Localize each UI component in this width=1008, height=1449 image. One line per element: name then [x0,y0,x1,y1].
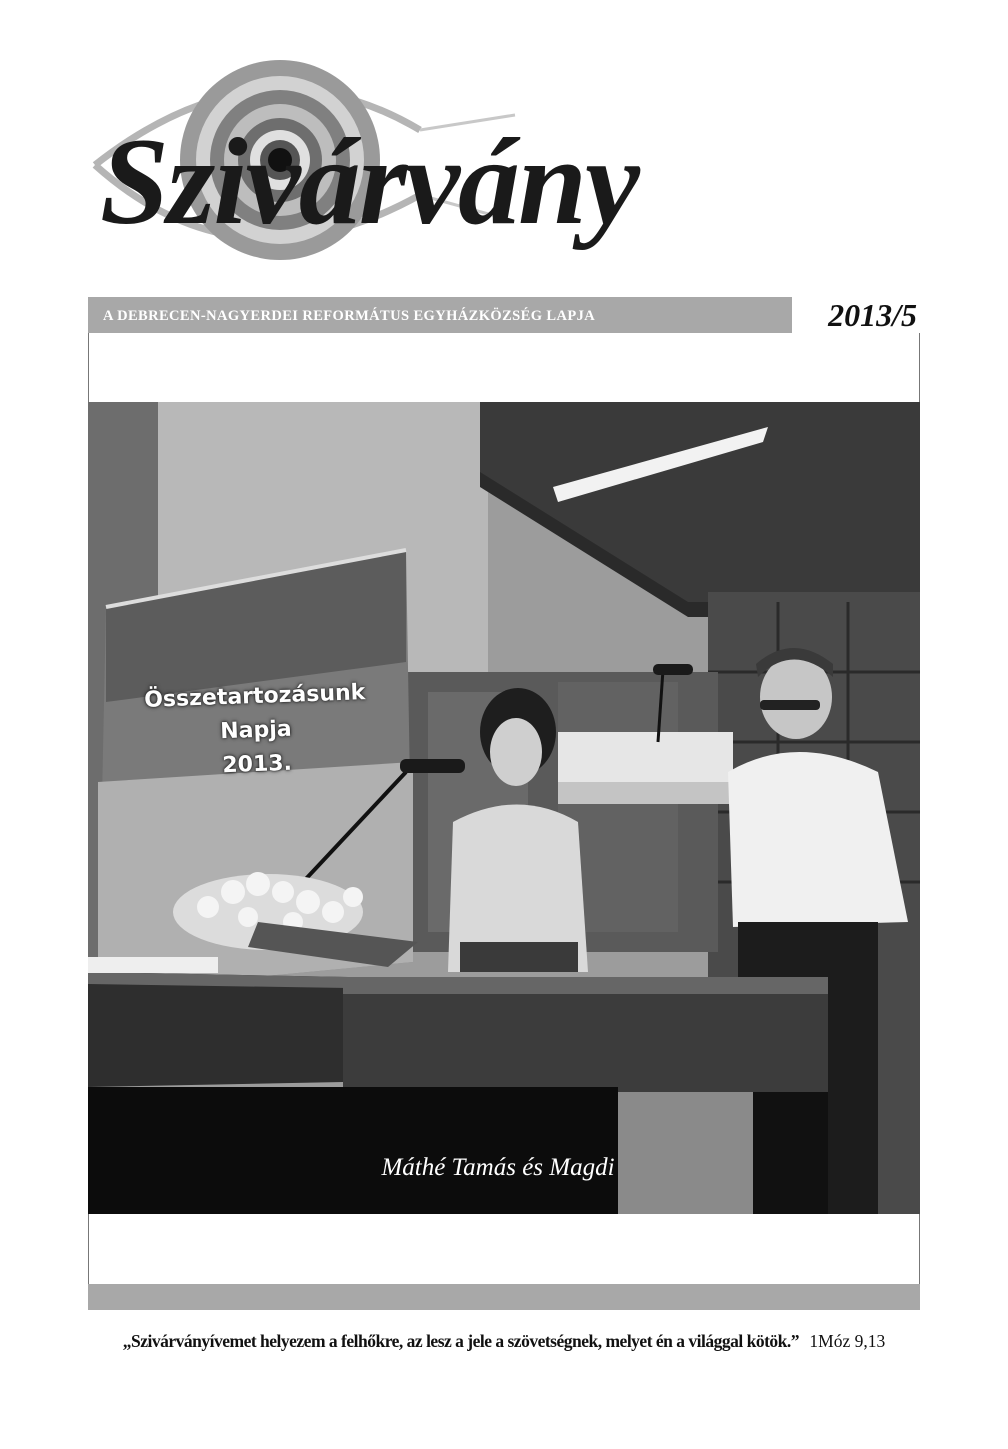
cover-photo-illustration [88,402,920,1214]
bible-quote [0,1331,1008,1352]
issue-number: 2013/5 [828,297,917,333]
banner-stand-line1: Összetartozásunk Napja [143,680,366,745]
subtitle-banner [88,297,920,333]
banner-stand-text [104,675,407,788]
cover-photo [88,402,920,1214]
masthead [0,0,1008,295]
photo-caption: Máthé Tamás és Magdi [381,1154,615,1181]
frame-bottom-strip [88,1284,920,1310]
quote-reference: 1Móz 9,13 [809,1331,886,1351]
issue-box [792,297,920,333]
publisher-subtitle: A DEBRECEN-NAGYERDEI REFORMÁTUS EGYHÁZKÖZSÉG LAPJA [103,308,596,324]
quote-text: „Szivárványívemet helyezem a felhőkre, az lesz a jele a szövetségnek, melyet én a világgal kötök.” [122,1331,800,1351]
banner-stand-line2: 2013. [221,750,293,779]
magazine-title: Szivárvány [100,113,638,250]
